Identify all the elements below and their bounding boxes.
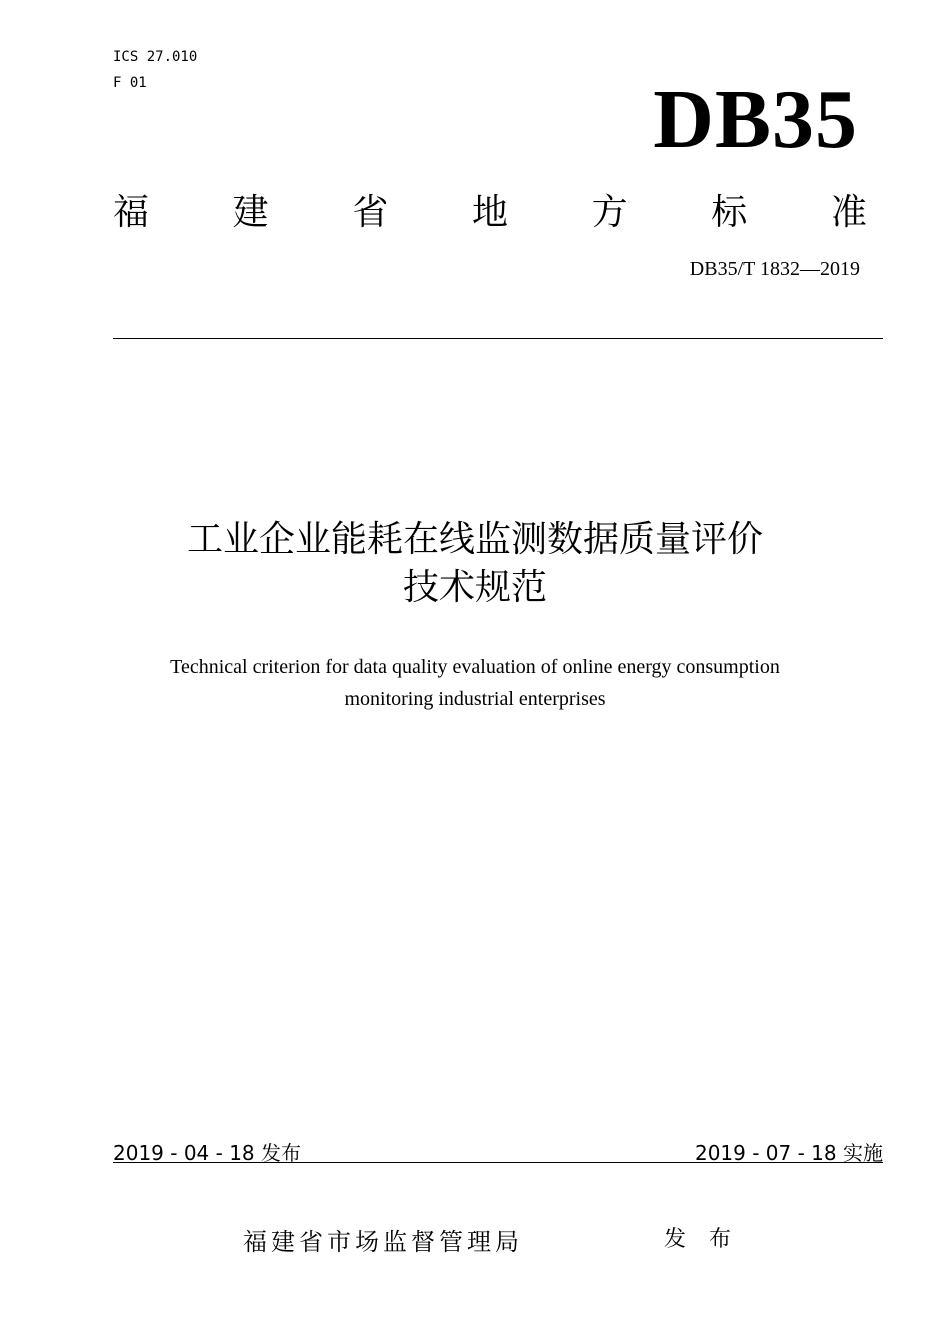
- issuing-authority: 福建省市场监督管理局: [243, 1228, 523, 1256]
- standard-type-heading: [113, 184, 867, 234]
- title-english-line: monitoring industrial enterprises: [344, 688, 606, 710]
- issue-date: 2019 - 04 - 18 发布: [113, 1141, 302, 1165]
- standard-type-char: 建: [232, 191, 269, 233]
- standard-code-mark: DB35: [653, 73, 858, 166]
- title-chinese-line: 技术规范: [402, 567, 547, 608]
- bottom-divider: [113, 1162, 883, 1163]
- implementation-date: 2019 - 07 - 18 实施: [694, 1141, 883, 1165]
- standard-type-char: 省: [352, 191, 389, 233]
- standard-type-char: 方: [591, 191, 628, 233]
- ccs-code: F 01: [113, 75, 147, 91]
- standard-type-char: 标: [711, 191, 748, 233]
- standard-type-char: 地: [471, 191, 508, 233]
- standard-type-char: 福: [113, 191, 150, 233]
- title-english: [0, 651, 950, 715]
- title-chinese: [0, 516, 950, 612]
- top-divider: [113, 338, 883, 339]
- issue-label: 发 布: [664, 1227, 739, 1252]
- title-english-line: Technical criterion for data quality evaluation of online energy consumption: [170, 656, 780, 678]
- title-chinese-line: 工业企业能耗在线监测数据质量评价: [186, 519, 763, 560]
- standard-number: DB35/T 1832—2019: [689, 258, 860, 280]
- standard-type-char: 准: [830, 191, 867, 233]
- ics-code: ICS 27.010: [113, 49, 198, 65]
